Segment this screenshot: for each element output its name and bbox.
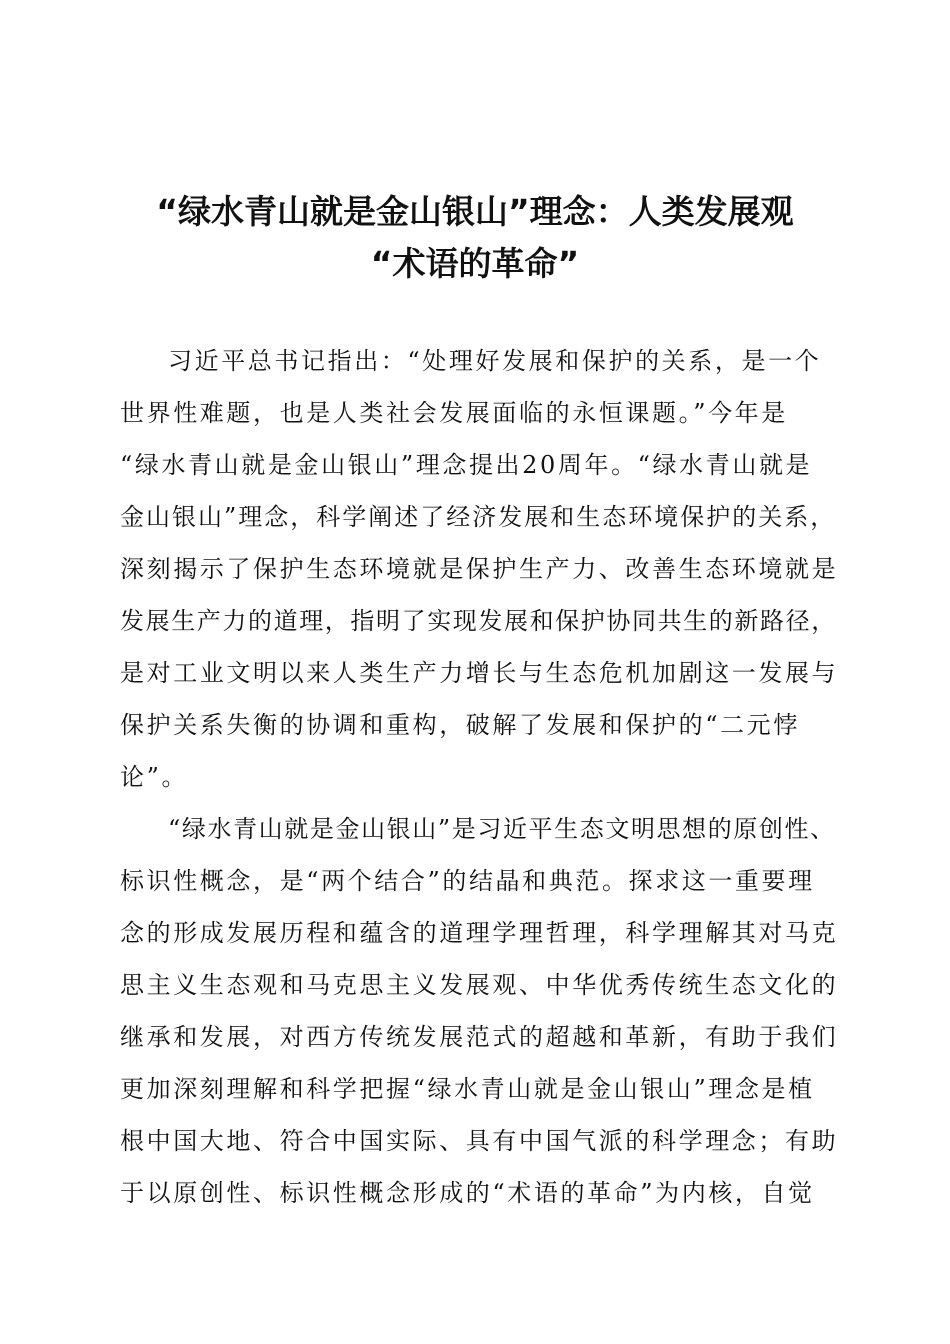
text-line: 论”。 (120, 763, 189, 791)
text-line: 是对工业文明以来人类生产力增长与生态危机加剧这一发展与 (120, 659, 839, 687)
document-title (100, 186, 850, 290)
text-line: 更加深刻理解和科学把握“绿水青山就是金山银山”理念是植 (120, 1075, 815, 1103)
text-line: 标识性概念，是“两个结合”的结晶和典范。探求这一重要理 (120, 867, 815, 895)
title-line: “术语的革命” (370, 244, 580, 283)
text-line: 发展生产力的道理，指明了实现发展和保护协同共生的新路径， (120, 607, 837, 635)
text-line: 保护关系失衡的协调和重构，破解了发展和保护的“二元悖 (120, 711, 800, 739)
document-body (120, 335, 840, 1219)
text-line: 思主义生态观和马克思主义发展观、中华优秀传统生态文化的 (120, 971, 839, 999)
text-line: 世界性难题，也是人类社会发展面临的永恒课题。”今年是 (120, 399, 788, 427)
text-line: “绿水青山就是金山银山”是习近平生态文明思想的原创性、 (168, 815, 836, 843)
text-line: 金山银山”理念，科学阐述了经济发展和生态环境保护的关系， (120, 503, 837, 531)
paragraph-2 (120, 803, 840, 1219)
text-line: 继承和发展，对西方传统发展范式的超越和革新，有助于我们 (120, 1023, 839, 1051)
text-line: 于以原创性、标识性概念形成的“术语的革命”为内核，自觉 (120, 1179, 815, 1207)
text-line: 习近平总书记指出：“处理好发展和保护的关系，是一个 (168, 347, 822, 375)
paragraph-1 (120, 335, 840, 803)
text-line: 根中国大地、符合中国实际、具有中国气派的科学理念；有助 (120, 1127, 839, 1155)
text-line: 念的形成发展历程和蕴含的道理学理哲理，科学理解其对马克 (120, 919, 839, 947)
title-line: “绿水青山就是金山银山”理念：人类发展观 (156, 192, 794, 231)
text-line: 深刻揭示了保护生态环境就是保护生产力、改善生态环境就是 (120, 555, 839, 583)
text-line: “绿水青山就是金山银山”理念提出20周年。“绿水青山就是 (120, 451, 813, 479)
